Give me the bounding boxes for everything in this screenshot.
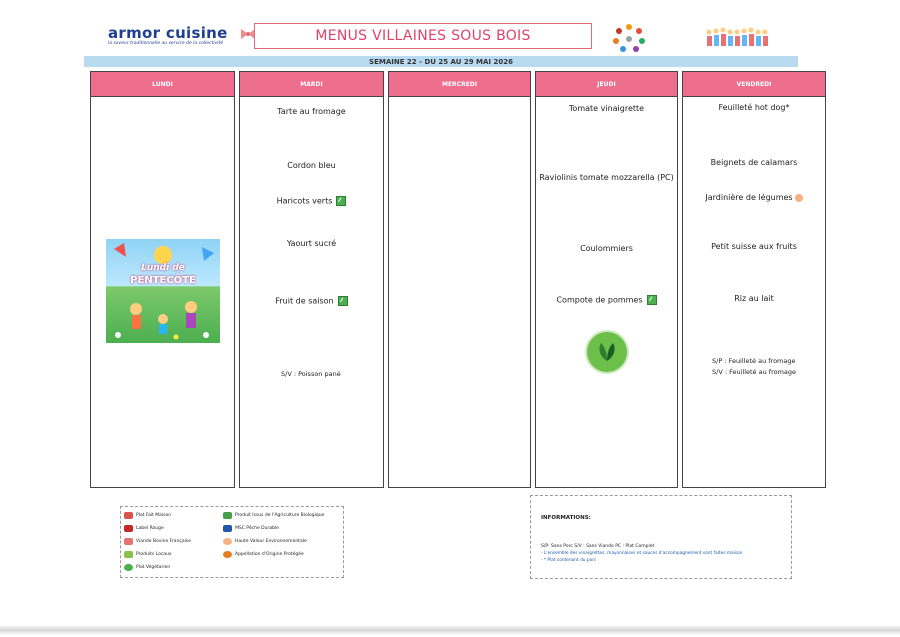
- vegetarian-icon: [124, 564, 133, 571]
- day-header-vendredi: [683, 72, 825, 97]
- legend-label: Plat Fait Maison: [136, 513, 172, 518]
- legend-label: Appellation d'Origine Protégée: [235, 552, 304, 557]
- column-mardi: [239, 71, 384, 488]
- children-banner-icon: [705, 26, 775, 54]
- brand-tagline: la saveur traditionnelle au service de la collectivité: [108, 41, 224, 46]
- dish-dessert-label: Fruit de saison: [275, 296, 334, 306]
- day-header-mardi: [240, 72, 383, 97]
- information-box: [530, 495, 792, 579]
- pentecote-illustration: [106, 239, 220, 343]
- dish-dessert: [240, 296, 383, 306]
- column-mercredi: [388, 71, 531, 488]
- dish-dessert: [536, 295, 677, 305]
- legend-item: [223, 512, 324, 519]
- dish-side-label: Jardinière de légumes: [705, 193, 793, 202]
- dish-dairy: Coulommiers: [580, 244, 633, 253]
- legend-label: Produit Issus de l'Agriculture Biologique: [235, 513, 325, 518]
- food-circle-icon: [611, 22, 647, 58]
- legend-label: Haute Valeur Environnementale: [235, 539, 307, 544]
- dish-starter: Feuilleté hot dog*: [718, 103, 790, 112]
- legend-label: Produits Locaux: [136, 552, 172, 557]
- pentecote-caption-1: Lundi de: [141, 263, 185, 273]
- day-label: JEUDI: [597, 80, 616, 88]
- column-jeudi: [535, 71, 678, 488]
- label-rouge-icon: [124, 525, 133, 532]
- day-label: VENDREDI: [736, 80, 772, 88]
- organic-icon: [338, 296, 348, 306]
- local-product-icon: [124, 551, 133, 558]
- day-header-lundi: [91, 72, 234, 97]
- organic-icon: [336, 196, 346, 206]
- french-beef-icon: [124, 538, 133, 545]
- legend-item: [223, 551, 304, 558]
- legend-item: [124, 538, 191, 545]
- dish-starter: Tomate vinaigrette: [568, 104, 645, 113]
- legend-box: [120, 506, 344, 578]
- aop-icon: [223, 551, 232, 558]
- legend-item: [124, 512, 171, 519]
- dish-starter: Tarte au fromage: [277, 107, 346, 116]
- day-header-mercredi: [389, 72, 530, 97]
- hve-icon: [223, 538, 232, 545]
- day-header-jeudi: [536, 72, 677, 97]
- legend-item: [124, 525, 164, 532]
- dish-main: Raviolinis tomate mozzarella (PC): [539, 173, 674, 182]
- dish-dessert-label: Compote de pommes: [556, 295, 643, 305]
- organic-icon: [223, 512, 232, 519]
- footer-shadow: [0, 625, 900, 635]
- legend-item: [223, 525, 279, 532]
- legend-label: MSC Pêche Durable: [235, 526, 279, 531]
- dish-dairy: Petit suisse aux fruits: [711, 242, 797, 251]
- menu-title-box: [254, 23, 592, 49]
- legend-label: Plat Végétarien: [136, 565, 171, 570]
- legend-label: Label Rouge: [136, 526, 164, 531]
- hve-flower-icon: [795, 194, 803, 202]
- dish-side-label: Haricots verts: [276, 196, 333, 206]
- day-label: MARDI: [300, 80, 323, 88]
- legend-item: [223, 538, 307, 545]
- msc-icon: [223, 525, 232, 532]
- organic-icon: [647, 295, 657, 305]
- brand-logo: armor cuisine: [108, 24, 228, 42]
- dish-side: [240, 196, 383, 206]
- info-line-2: - * Plat contenant du porc: [541, 558, 597, 563]
- week-banner: [84, 56, 798, 67]
- dish-main: Beignets de calamars: [710, 158, 798, 167]
- dish-dessert: Riz au lait: [734, 294, 774, 303]
- page-title: MENUS VILLAINES SOUS BOIS: [315, 28, 531, 44]
- week-label: SEMAINE 22 - DU 25 AU 29 MAI 2026: [369, 57, 513, 66]
- pentecote-caption-2: PENTECÔTE: [130, 275, 196, 286]
- substitution-note-sp: S/P : Feuilleté au fromage: [712, 357, 796, 365]
- info-abbreviations: S/P: Sans Porc S/V : Sans Viande PC : Plat Complet: [541, 544, 655, 549]
- legend-label: Viande Bovine Française: [136, 539, 192, 544]
- day-label: MERCREDI: [441, 80, 478, 88]
- homemade-icon: [124, 512, 133, 519]
- vegetarian-badge-icon: [587, 332, 627, 372]
- info-line-1: - L'ensemble des vinaigrettes, mayonnaises et sauces d'accompagnement sont faites maison: [541, 551, 743, 556]
- day-label: LUNDI: [152, 80, 173, 88]
- dish-dairy: Yaourt sucré: [286, 239, 337, 248]
- info-title: INFORMATIONS:: [541, 515, 591, 521]
- substitution-note-sv: S/V : Feuilleté au fromage: [712, 368, 797, 376]
- legend-item: [124, 564, 170, 571]
- dish-side: [683, 193, 825, 202]
- dish-main: Cordon bleu: [287, 161, 336, 170]
- legend-item: [124, 551, 172, 558]
- column-vendredi: [682, 71, 826, 488]
- column-lundi: [90, 71, 235, 488]
- substitution-note: S/V : Poisson pané: [281, 370, 341, 378]
